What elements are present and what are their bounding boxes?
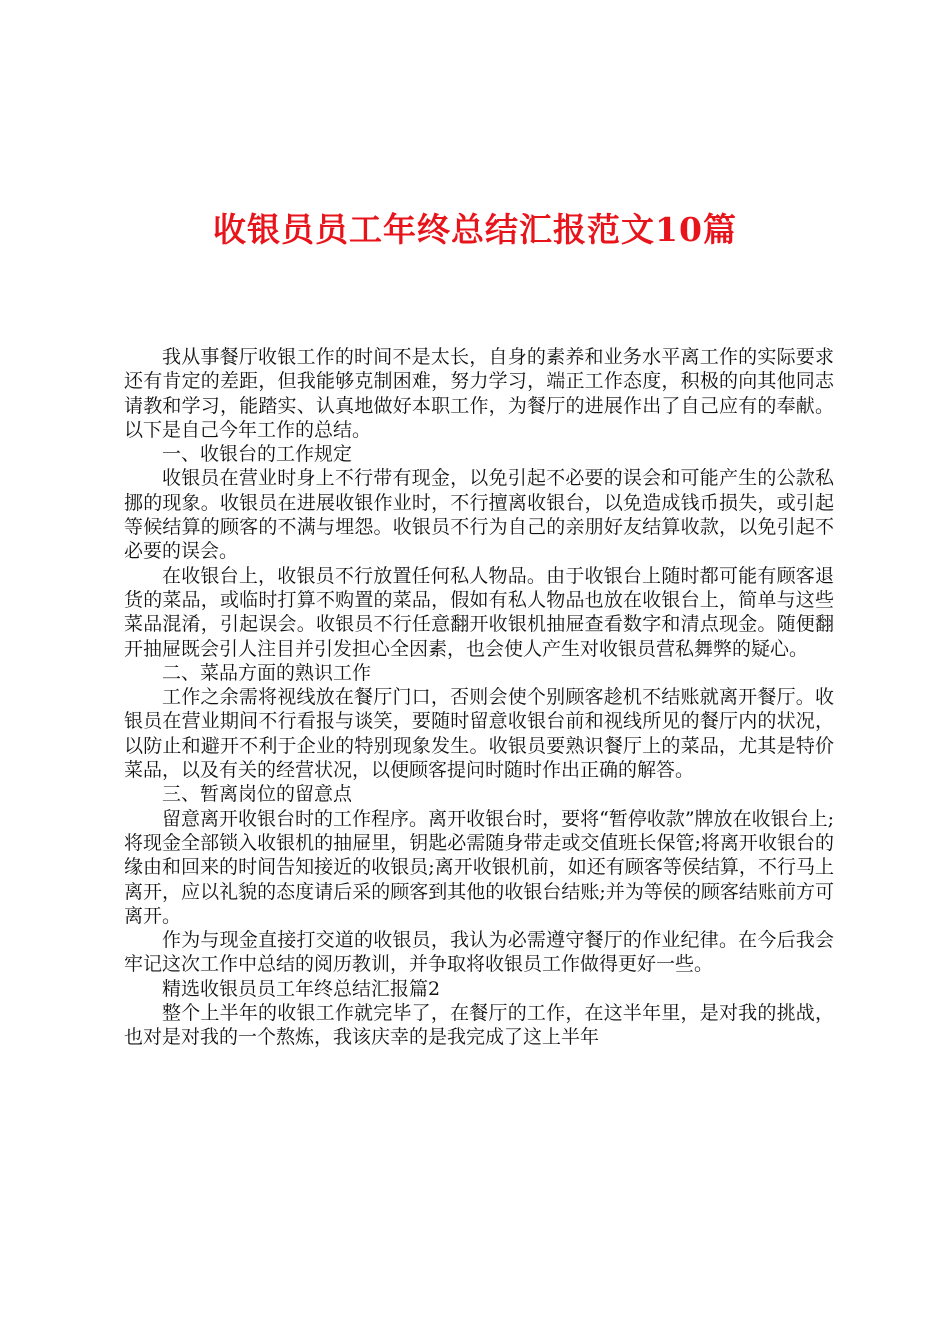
paragraph-leaving-post: 留意离开收银台时的工作程序。离开收银台时，要将“暂停收款”牌放在收银台上;将现金全部锁入收银机的抽屉里，钥匙必需随身带走或交值班长保管;将离开收银台的缘由和回来的时间告知接近的收银员;离开收银机前，如还有顾客等侯结算，不行马上离开，应以礼貌的态度请后采的顾客到其他的收银台结账;并为等侯的顾客结账前方可离开。 — [124, 807, 834, 927]
paragraph-menu-familiarity: 工作之余需将视线放在餐厅门口，否则会使个别顾客趁机不结账就离开餐厅。收银员在营业期间不行看报与谈笑，要随时留意收银台前和视线所见的餐厅内的状况，以防止和避开不利于企业的特别现象发生。收银员要熟识餐厅上的菜品，尤其是特价菜品，以及有关的经营状况，以便顾客提问时随时作出正确的解答。 — [124, 686, 834, 782]
document-title: 收银员员工年终总结汇报范文10篇 — [213, 210, 737, 249]
article-2-heading: 精选收银员员工年终总结汇报篇2 — [162, 977, 441, 1000]
paragraph-article-2-start: 整个上半年的收银工作就完毕了，在餐厅的工作，在这半年里，是对我的挑战，也对是对我的一个熬炼，我该庆幸的是我完成了这上半年 — [124, 1002, 834, 1049]
section-heading-3: 三、暂离岗位的留意点 — [162, 783, 353, 806]
document-body — [124, 345, 834, 1050]
paragraph-personal-items: 在收银台上，收银员不行放置任何私人物品。由于收银台上随时都可能有顾客退货的菜品，或临时打算不购置的菜品，假如有私人物品也放在收银台上，简单与这些菜品混淆，引起误会。收银员不行任意翻开收银机抽屉查看数字和清点现金。随便翻开抽屉既会引人注目并引发担心全因素，也会使人产生对收银员营私舞弊的疑心。 — [124, 564, 834, 660]
paragraph-cash-rules: 收银员在营业时身上不行带有现金，以免引起不必要的误会和可能产生的公款私挪的现象。收银员在进展收银作业时，不行擅离收银台，以免造成钱币损失，或引起等候结算的顾客的不满与埋怨。收银员不行为自己的亲朋好友结算收款，以免引起不必要的误会。 — [124, 467, 834, 563]
paragraph-intro: 我从事餐厅收银工作的时间不是太长，自身的素养和业务水平离工作的实际要求还有肯定的差距，但我能够克制困难，努力学习，端正工作态度，积极的向其他同志请教和学习，能踏实、认真地做好本职工作，为餐厅的进展作出了自己应有的奉献。以下是自己今年工作的总结。 — [124, 346, 834, 441]
paragraph-conclusion: 作为与现金直接打交道的收银员，我认为必需遵守餐厅的作业纪律。在今后我会牢记这次工作中总结的阅历教训，并争取将收银员工作做得更好一些。 — [124, 929, 834, 976]
section-heading-1: 一、收银台的工作规定 — [162, 443, 353, 466]
section-heading-2: 二、菜品方面的熟识工作 — [162, 661, 372, 684]
